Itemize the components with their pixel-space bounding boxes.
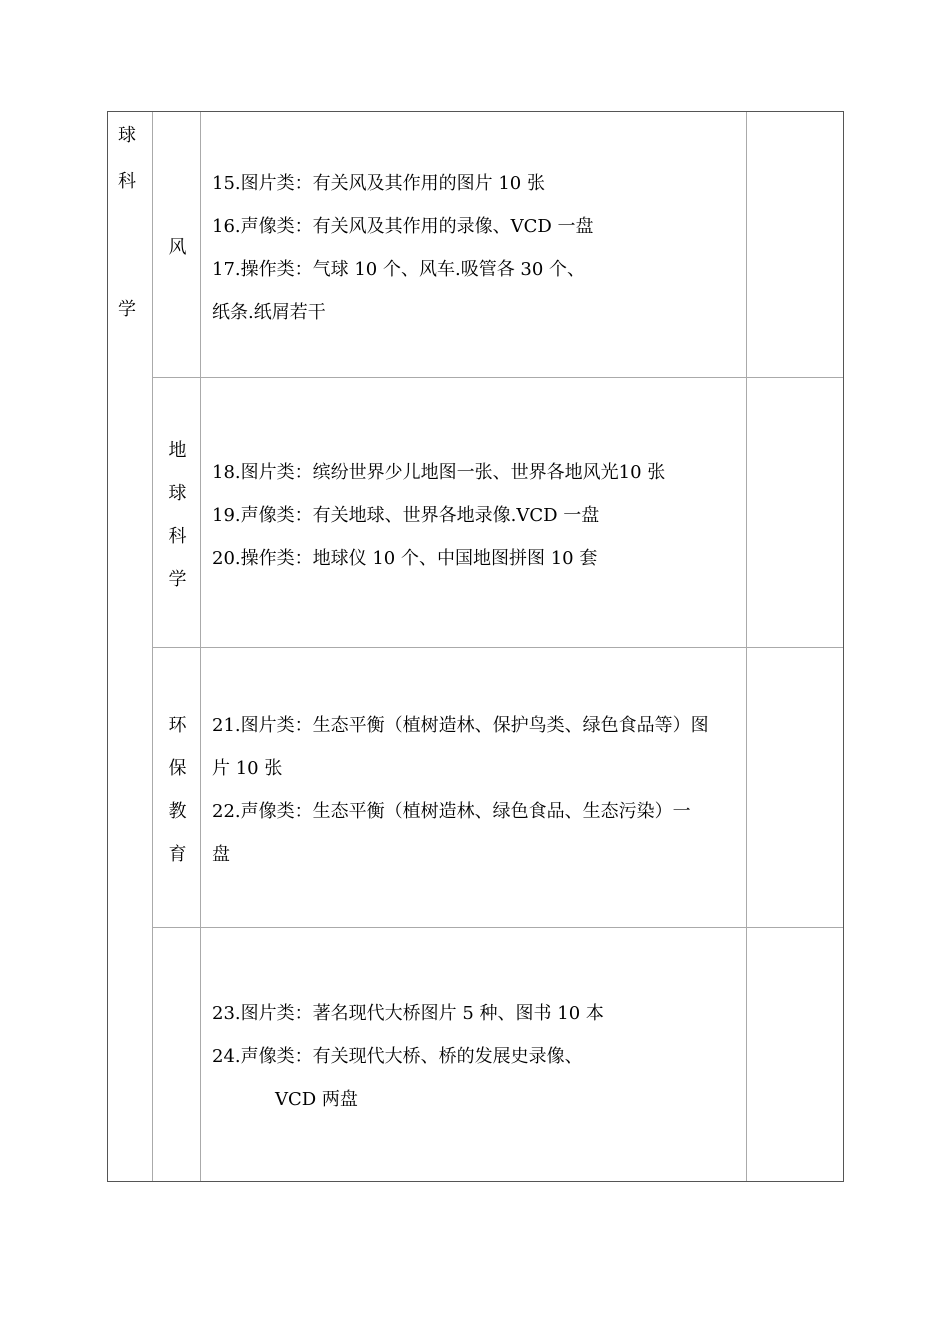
content-line: 纸条.纸屑若干 (212, 302, 326, 323)
topic-char: 风 (168, 237, 187, 258)
content-line: 22.声像类：生态平衡（植树造林、绿色食品、生态污染）一 (212, 801, 691, 822)
content-line: 24.声像类：有关现代大桥、桥的发展史录像、 (212, 1046, 583, 1067)
content-line: 19.声像类：有关地球、世界各地录像.VCD 一盘 (212, 505, 600, 526)
outer-category-char: 球 (118, 125, 136, 146)
row-divider (152, 377, 843, 378)
topic-char: 育 (168, 844, 187, 865)
outer-category-char: 科 (118, 171, 136, 192)
topic-char: 环 (168, 715, 187, 736)
content-line: 15.图片类：有关风及其作用的图片 10 张 (212, 173, 545, 194)
content-line: 片 10 张 (212, 758, 283, 779)
topic-char: 科 (168, 526, 187, 547)
topic-cell-earth-science (154, 429, 201, 601)
content-line: 21.图片类：生态平衡（植树造林、保护鸟类、绿色食品等）图 (212, 715, 709, 736)
content-line: 盘 (212, 844, 230, 865)
topic-char: 地 (168, 440, 187, 461)
topic-cell-wind (154, 226, 201, 269)
content-cell (212, 992, 744, 1121)
content-line: 20.操作类：地球仪 10 个、中国地图拼图 10 套 (212, 548, 598, 569)
content-line: 18.图片类：缤纷世界少儿地图一张、世界各地风光10 张 (212, 462, 666, 483)
content-line: 16.声像类：有关风及其作用的录像、VCD 一盘 (212, 216, 594, 237)
topic-cell-environment (154, 704, 201, 876)
content-line: VCD 两盘 (275, 1089, 358, 1110)
outer-category-cell (108, 112, 152, 1181)
outer-category-char: 学 (118, 299, 136, 320)
content-line: 23.图片类：著名现代大桥图片 5 种、图书 10 本 (212, 1003, 604, 1024)
resource-table (107, 111, 844, 1182)
topic-char: 球 (168, 483, 187, 504)
row-divider (152, 647, 843, 648)
content-line: 17.操作类：气球 10 个、风车.吸管各 30 个、 (212, 259, 586, 280)
topic-char: 教 (168, 801, 187, 822)
content-cell (212, 704, 744, 876)
topic-char: 学 (168, 569, 187, 590)
content-cell (212, 451, 744, 580)
content-cell (212, 162, 744, 334)
topic-char: 保 (168, 758, 187, 779)
row-divider (152, 927, 843, 928)
